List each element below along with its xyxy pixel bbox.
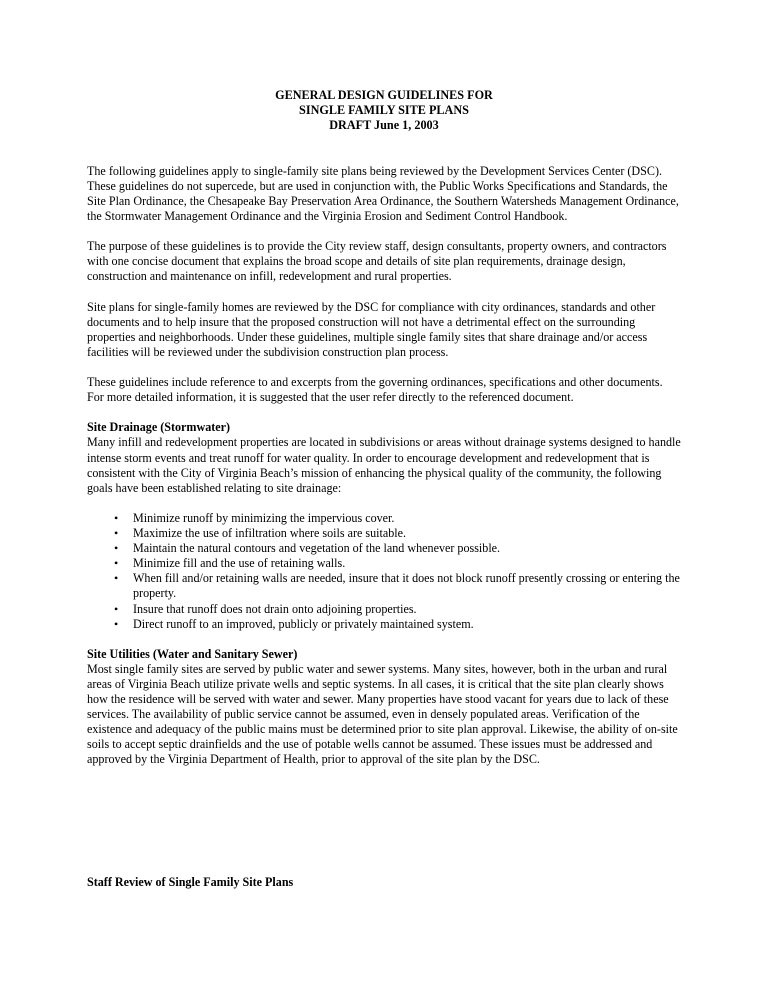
- document-title-line-1: GENERAL DESIGN GUIDELINES FOR: [275, 88, 493, 102]
- list-item: [87, 556, 681, 571]
- document-title: [87, 88, 681, 133]
- list-item-label: Minimize fill and the use of retaining walls.: [133, 556, 346, 571]
- list-item: [87, 511, 681, 526]
- heading-site-drainage: Site Drainage (Stormwater): [87, 420, 231, 435]
- paragraph-site-utilities: Most single family sites are served by public water and sewer systems. Many sites, however, both in the urban and rural areas of Virginia Beach utilize private wells and septic systems. In all cases, it is critical that the site plan clearly shows how the residence will be served with water and sewer. Many properties have stood vacant for years due to lack of these services. The availability of public service cannot be assumed, even in densely populated areas. Verification of the existence and adequacy of the public mains must be determined prior to site plan approval. Likewise, the ability of on-site soils to accept septic drainfields and the use of potable wells cannot be assumed. These issues must be addressed and approved by the Virginia Department of Health, prior to approval of the site plan by the DSC.: [87, 661, 678, 767]
- spacer-1: [87, 224, 681, 239]
- bullet-icon: •: [114, 616, 119, 631]
- list-item: [87, 617, 681, 632]
- paragraph-intro: The following guidelines apply to single-family site plans being reviewed by the Development Services Center (DSC). These guidelines do not supercede, but are used in conjunction with, the Public Works Specifications and Standards, the Site Plan Ordinance, the Chesapeake Bay Preservation Area Ordinance, the Southern Watersheds Management Ordinance, the Stormwater Management Ordinance and the Virginia Erosion and Sediment Control Handbook.: [87, 163, 679, 224]
- bullet-icon: •: [114, 526, 119, 541]
- paragraph-site-drainage: Many infill and redevelopment properties are located in subdivisions or areas without drainage systems designed to handle intense storm events and treat runoff for water quality. In order to encourage development and redevelopment that is consistent with the City of Virginia Beach’s mission of enhancing the physical quality of the community, the following goals have been established relating to site drainage:: [87, 435, 681, 495]
- heading-site-utilities: Site Utilities (Water and Sanitary Sewer): [87, 646, 298, 661]
- spacer-3: [87, 360, 681, 375]
- document-body: [87, 88, 681, 768]
- list-item: [87, 526, 681, 541]
- bullet-icon: •: [114, 571, 119, 586]
- spacer-5: [87, 496, 681, 511]
- heading-staff-review: Staff Review of Single Family Site Plans: [87, 875, 294, 889]
- spacer-after-title: [87, 133, 681, 164]
- spacer-2: [87, 285, 681, 300]
- list-item-label: When fill and/or retaining walls are needed, insure that it does not block runoff presently crossing or entering the property.: [133, 571, 680, 601]
- spacer-6: [87, 632, 681, 647]
- paragraph-review-process: Site plans for single-family homes are reviewed by the DSC for compliance with city ordinances, standards and other documents and to help insure that the proposed construction will not have a detrimental effect on the surrounding properties and neighborhoods. Under these guidelines, multiple single family sites that share drainage and/or access facilities will be reviewed under the subdivision construction plan process.: [87, 299, 656, 359]
- list-item: [87, 602, 681, 617]
- spacer-4: [87, 405, 681, 420]
- paragraph-reference: These guidelines include reference to and excerpts from the governing ordinances, specifications and other documents. For more detailed information, it is suggested that the user refer directly to the referenced document.: [87, 375, 663, 405]
- list-item: [87, 541, 681, 556]
- bullet-icon: •: [114, 556, 119, 571]
- list-item-label: Insure that runoff does not drain onto adjoining properties.: [133, 601, 417, 616]
- list-item-label: Direct runoff to an improved, publicly or privately maintained system.: [133, 616, 474, 631]
- list-item-label: Maintain the natural contours and vegetation of the land whenever possible.: [133, 541, 501, 556]
- document-title-line-3: DRAFT June 1, 2003: [329, 118, 439, 133]
- bullet-icon: •: [114, 541, 119, 556]
- document-title-line-2: SINGLE FAMILY SITE PLANS: [299, 103, 469, 118]
- paragraph-purpose: The purpose of these guidelines is to provide the City review staff, design consultants, property owners, and contractors with one concise document that explains the broad scope and details of site plan requirements, drainage design, construction and maintenance on infill, redevelopment and rural properties.: [87, 239, 667, 284]
- list-item-label: Minimize runoff by minimizing the impervious cover.: [133, 510, 395, 525]
- list-item: [87, 571, 681, 601]
- bullet-icon: •: [114, 601, 119, 616]
- bullet-icon: •: [114, 510, 119, 525]
- list-item-label: Maximize the use of infiltration where soils are suitable.: [133, 526, 407, 541]
- list-site-drainage-goals: [87, 511, 681, 632]
